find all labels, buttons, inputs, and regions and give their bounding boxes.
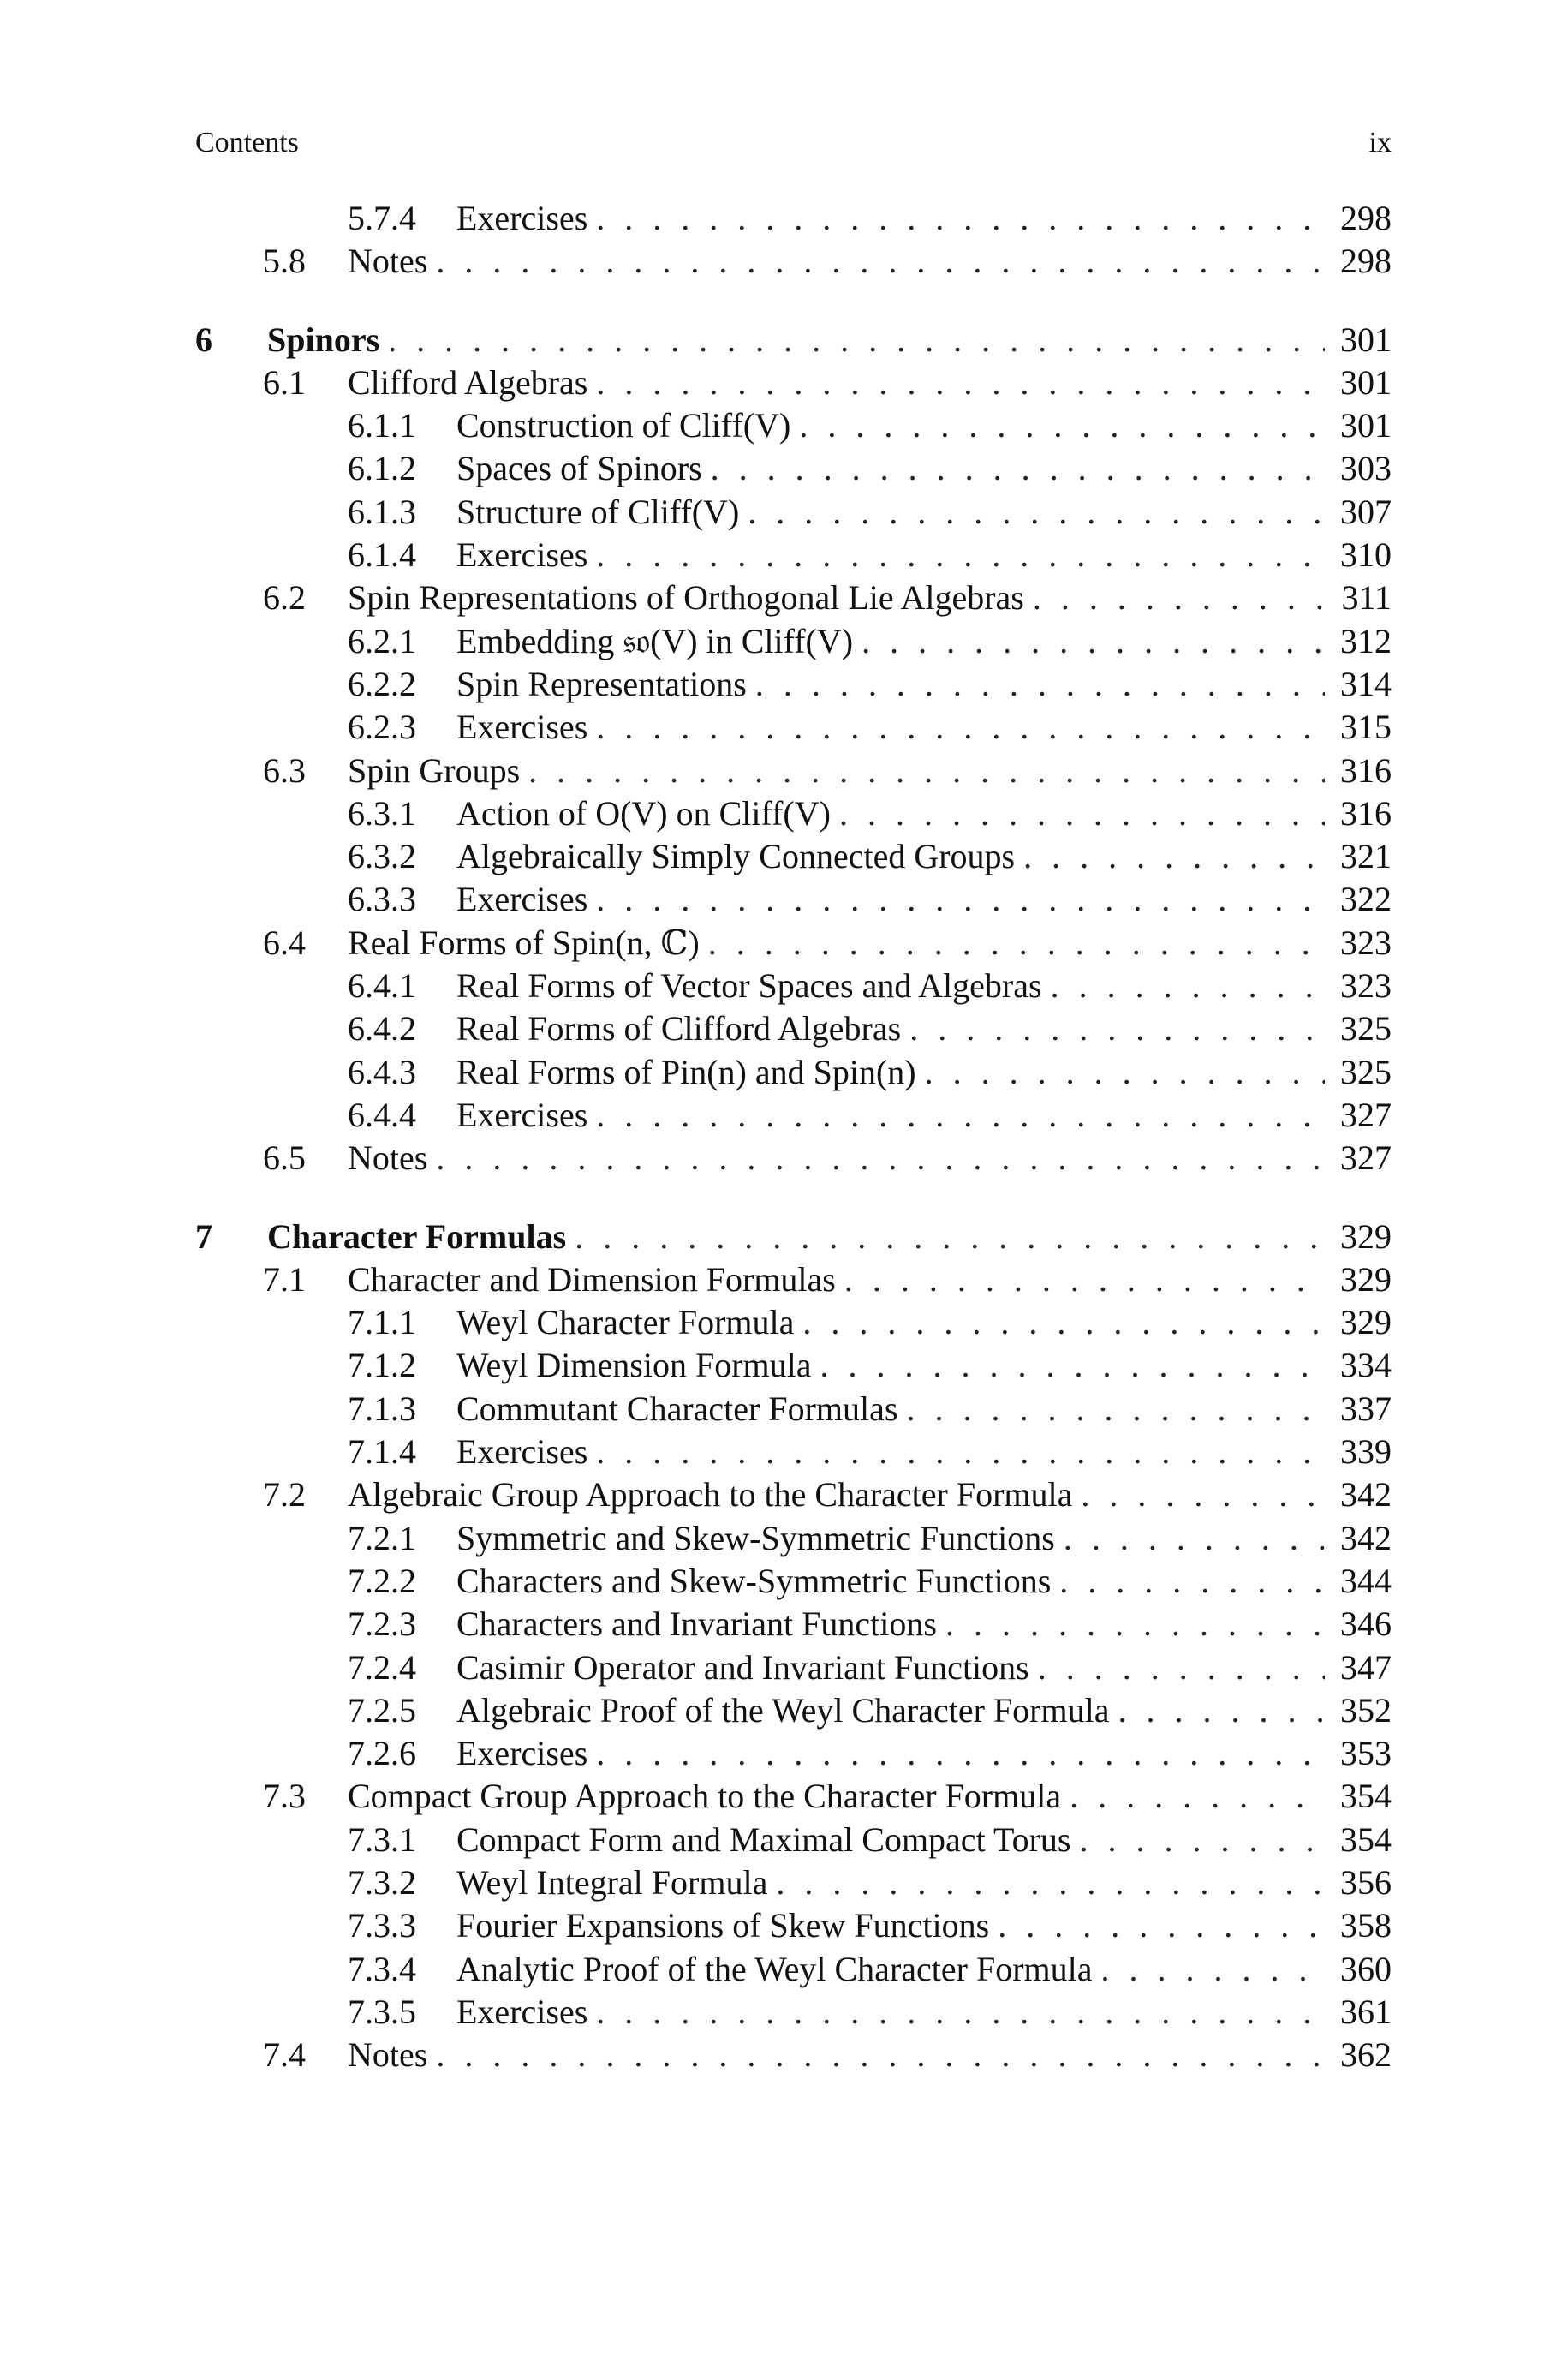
toc-subsection-entry[interactable] (195, 1431, 1392, 1473)
toc-entry-number: 6.3.1 (348, 793, 416, 833)
toc-entry-number: 6.2 (263, 578, 306, 618)
toc-entry-number: 6.4 (263, 923, 306, 962)
toc-entry-title: Compact Group Approach to the Character Formula (348, 1777, 1062, 1816)
toc-section-entry[interactable] (195, 1775, 1392, 1818)
toc-entry-line (348, 240, 1392, 283)
toc-subsection-entry[interactable] (195, 1560, 1392, 1603)
toc-entry-line (456, 534, 1392, 577)
toc-entry-title: Algebraic Proof of the Weyl Character Formula (456, 1690, 1110, 1730)
toc-section-entry[interactable] (195, 1473, 1392, 1516)
toc-entry-title: Analytic Proof of the Weyl Character Formula (456, 1949, 1093, 1988)
toc-subsection-entry[interactable] (195, 1388, 1392, 1431)
toc-entry-line (456, 1388, 1392, 1431)
toc-section-entry[interactable] (195, 750, 1392, 792)
toc-entry-title: Exercises (456, 535, 588, 575)
toc-entry-title: Weyl Character Formula (456, 1303, 795, 1342)
toc-entry-line (456, 1904, 1392, 1947)
toc-subsection-entry[interactable] (195, 878, 1392, 921)
toc-entry-number: 7.2 (263, 1475, 306, 1515)
toc-entry-line (456, 620, 1392, 663)
toc-entry-title: Spinors (267, 320, 380, 359)
toc-entry-line (348, 1137, 1392, 1180)
toc-entry-page: 311 (1341, 578, 1392, 618)
toc-entry-title: Spin Representations of Orthogonal Lie Algebras (348, 578, 1024, 618)
dot-leader (528, 750, 1325, 792)
toc-entry-title: Character and Dimension Formulas (348, 1259, 836, 1299)
dot-leader (820, 1344, 1325, 1387)
toc-section-entry[interactable] (195, 361, 1392, 404)
toc-entry-page: 344 (1340, 1561, 1392, 1600)
dot-leader (802, 1301, 1325, 1344)
toc-entry-line (456, 878, 1392, 921)
dot-leader (906, 1388, 1325, 1431)
dot-leader (1064, 1517, 1325, 1560)
toc-entry-page: 327 (1340, 1095, 1392, 1134)
toc-entry-title: Spaces of Spinors (456, 449, 702, 488)
toc-subsection-entry[interactable] (195, 1991, 1392, 2034)
toc-entry-title: Exercises (456, 1992, 588, 2031)
dot-leader (596, 1431, 1325, 1473)
toc-entry-line (267, 1216, 1392, 1258)
toc-entry-page: 312 (1340, 621, 1392, 660)
dot-leader (909, 1007, 1325, 1050)
toc-entry-title: Characters and Invariant Functions (456, 1604, 937, 1644)
dot-leader (844, 1258, 1325, 1301)
dot-leader (436, 2034, 1325, 2076)
toc-entry-line (456, 1689, 1392, 1732)
toc-section-entry[interactable] (195, 1137, 1392, 1180)
toc-entry-page: 356 (1340, 1862, 1392, 1902)
toc-section-entry[interactable] (195, 922, 1392, 965)
toc-entry-line (456, 1948, 1392, 1991)
toc-entry-title: Fourier Expansions of Skew Functions (456, 1906, 990, 1945)
toc-subsection-entry[interactable] (195, 491, 1392, 534)
toc-entry-line (456, 1560, 1392, 1603)
toc-entry-page: 301 (1340, 362, 1392, 402)
toc-entry-number: 6.1.1 (348, 406, 416, 445)
toc-entry-page: 316 (1340, 750, 1392, 790)
toc-entry-title: Weyl Integral Formula (456, 1862, 768, 1902)
toc-entry-title: Action of O(V) on Cliff(V) (456, 793, 831, 833)
toc-entry-title: Notes (348, 2035, 428, 2075)
toc-entry-line (348, 1775, 1392, 1818)
toc-subsection-entry[interactable] (195, 1819, 1392, 1861)
toc-entry-page: 362 (1340, 2035, 1392, 2075)
dot-leader (755, 663, 1325, 706)
toc-entry-number: 6.4.2 (348, 1009, 416, 1049)
toc-entry-number: 7.1 (263, 1259, 306, 1299)
dot-leader (596, 534, 1325, 577)
toc-entry-number: 6.1.2 (348, 449, 416, 488)
toc-entry-line (456, 706, 1392, 749)
toc-entry-line (348, 577, 1392, 619)
toc-subsection-entry[interactable] (195, 706, 1392, 749)
toc-subsection-entry[interactable] (195, 447, 1392, 490)
dot-leader (388, 319, 1325, 361)
toc-entry-title: Notes (348, 1138, 428, 1178)
toc-chapter-entry[interactable] (195, 1216, 1392, 1258)
toc-entry-page: 325 (1340, 1009, 1392, 1049)
toc-section-entry[interactable] (195, 1258, 1392, 1301)
toc-entry-number: 6.2.2 (348, 664, 416, 703)
toc-subsection-entry[interactable] (195, 1689, 1392, 1732)
toc-entry-number: 7.1.1 (348, 1303, 416, 1342)
toc-entry-title: Exercises (456, 1734, 588, 1773)
toc-entry-number: 7 (195, 1216, 212, 1256)
toc-entry-line (348, 1473, 1392, 1516)
dot-leader (839, 792, 1325, 835)
toc-chapter-entry[interactable] (195, 319, 1392, 361)
toc-entry-number: 7.2.4 (348, 1647, 416, 1687)
toc-entry-number: 6.1.4 (348, 535, 416, 575)
toc-entry-page: 354 (1340, 1819, 1392, 1859)
toc-section-entry[interactable] (195, 2034, 1392, 2076)
toc-entry-title: Real Forms of Vector Spaces and Algebras (456, 966, 1042, 1006)
toc-entry-title: Real Forms of Spin(n, ℂ) (348, 923, 700, 962)
toc-entry-number: 6 (195, 320, 212, 359)
toc-entry-title: Algebraic Group Approach to the Character Formula (348, 1475, 1073, 1515)
toc-entry-line (348, 922, 1392, 965)
toc-entry-title: Clifford Algebras (348, 362, 588, 402)
toc-subsection-entry[interactable] (195, 1948, 1392, 1991)
toc-entry-title: Spin Groups (348, 750, 521, 790)
toc-entry-page: 315 (1340, 708, 1392, 747)
toc-entry-page: 303 (1340, 449, 1392, 488)
toc-entry-page: 329 (1340, 1259, 1392, 1299)
toc-entry-line (456, 965, 1392, 1007)
dot-leader (596, 706, 1325, 749)
dot-leader (575, 1216, 1325, 1258)
toc-entry-number: 7.2.5 (348, 1690, 416, 1730)
dot-leader (596, 1732, 1325, 1775)
toc-entry-page: 325 (1340, 1052, 1392, 1091)
toc-entry-title: Exercises (456, 1432, 588, 1472)
toc-entry-title: Algebraically Simply Connected Groups (456, 837, 1016, 876)
dot-leader (596, 197, 1325, 240)
toc-subsection-entry[interactable] (195, 792, 1392, 835)
dot-leader (945, 1603, 1325, 1646)
dot-leader (1023, 835, 1325, 878)
dot-leader (1051, 965, 1325, 1007)
toc-entry-page: 323 (1340, 923, 1392, 962)
toc-entry-page: 334 (1340, 1346, 1392, 1385)
toc-entry-title: Exercises (456, 199, 588, 237)
toc-entry-page: 354 (1340, 1777, 1392, 1816)
running-header (195, 126, 1392, 160)
toc-entry-line (456, 447, 1392, 490)
dot-leader (1038, 1646, 1325, 1689)
dot-leader (711, 447, 1325, 490)
toc-entry-title: Notes (348, 242, 428, 281)
toc-entry-number: 7.3.2 (348, 1862, 416, 1902)
dot-leader (998, 1904, 1325, 1947)
toc-entry-line (456, 1301, 1392, 1344)
toc-entry-number: 7.2.2 (348, 1561, 416, 1600)
toc-entry-title: Commutant Character Formulas (456, 1389, 898, 1428)
toc-entry-number: 7.4 (263, 2035, 306, 2075)
toc-subsection-entry[interactable] (195, 1732, 1392, 1775)
dot-leader (1033, 577, 1325, 619)
toc-entry-number: 6.4.3 (348, 1052, 416, 1091)
toc-entry-line (456, 1732, 1392, 1775)
toc-section-entry[interactable] (195, 577, 1392, 619)
toc-entry-page: 329 (1340, 1216, 1392, 1256)
toc-entry-title: Character Formulas (267, 1216, 567, 1256)
toc-entry-title: Exercises (456, 880, 588, 919)
toc-entry-line (456, 1991, 1392, 2034)
toc-subsection-entry[interactable] (195, 620, 1392, 663)
toc-subsection-entry[interactable] (195, 404, 1392, 447)
toc-subsection-entry[interactable] (195, 965, 1392, 1007)
toc-entry-line (456, 792, 1392, 835)
toc-entry-line (456, 491, 1392, 534)
toc-entry-number: 7.2.3 (348, 1604, 416, 1644)
toc-entry-line (456, 1603, 1392, 1646)
dot-leader (862, 620, 1325, 663)
toc-entry-title: Compact Form and Maximal Compact Torus (456, 1819, 1071, 1859)
dot-leader (1059, 1560, 1325, 1603)
dot-leader (596, 1991, 1325, 2034)
toc-entry-number: 7.3 (263, 1777, 306, 1816)
toc-entry-number: 7.3.4 (348, 1949, 416, 1988)
toc-entry-line (348, 361, 1392, 404)
toc-entry-number: 6.2.3 (348, 708, 416, 747)
dot-leader (708, 922, 1325, 965)
toc-entry-line (456, 663, 1392, 706)
toc-entry-line (456, 1344, 1392, 1387)
toc-subsection-entry[interactable] (195, 1861, 1392, 1904)
toc-entry-number: 6.4.4 (348, 1095, 416, 1134)
toc-subsection-entry[interactable] (195, 1301, 1392, 1344)
toc-entry-page: 342 (1340, 1518, 1392, 1557)
toc-entry-title: Characters and Skew-Symmetric Functions (456, 1561, 1052, 1600)
toc-entry-line (456, 197, 1392, 240)
toc-entry-line (456, 1007, 1392, 1050)
table-of-contents (195, 197, 1392, 2076)
toc-entry-title: Exercises (456, 1095, 588, 1134)
toc-entry-page: 323 (1340, 966, 1392, 1006)
toc-entry-page: 310 (1340, 535, 1392, 575)
toc-entry-line (348, 2034, 1392, 2076)
toc-entry-number: 6.5 (263, 1138, 306, 1178)
toc-entry-line (456, 1051, 1392, 1094)
toc-entry-title: Weyl Dimension Formula (456, 1346, 812, 1385)
toc-entry-title: Construction of Cliff(V) (456, 406, 791, 445)
toc-entry-page: 329 (1340, 1303, 1392, 1342)
toc-entry-title: Spin Representations (456, 664, 747, 703)
toc-entry-page: 322 (1340, 880, 1392, 919)
toc-entry-page: 307 (1340, 492, 1392, 531)
toc-entry-page: 358 (1340, 1906, 1392, 1945)
dot-leader (1079, 1819, 1325, 1861)
toc-entry-line (348, 750, 1392, 792)
toc-entry-title: Symmetric and Skew-Symmetric Functions (456, 1518, 1055, 1557)
toc-subsection-entry[interactable] (195, 197, 1392, 240)
dot-leader (436, 1137, 1325, 1180)
toc-entry-number: 7.2.1 (348, 1518, 416, 1557)
toc-entry-page: 301 (1340, 406, 1392, 445)
toc-entry-page: 353 (1340, 1734, 1392, 1773)
running-header-title: Contents (195, 127, 299, 158)
toc-entry-number: 7.3.1 (348, 1819, 416, 1859)
toc-entry-line (456, 1819, 1392, 1861)
dot-leader (925, 1051, 1325, 1094)
toc-entry-page: 339 (1340, 1432, 1392, 1472)
toc-entry-line (348, 1258, 1392, 1301)
toc-entry-title: Real Forms of Clifford Algebras (456, 1009, 902, 1049)
toc-entry-number: 7.1.4 (348, 1432, 416, 1472)
toc-entry-page: 298 (1340, 242, 1392, 281)
toc-entry-page: 361 (1340, 1992, 1392, 2031)
toc-subsection-entry[interactable] (195, 663, 1392, 706)
dot-leader (596, 878, 1325, 921)
toc-entry-line (456, 1431, 1392, 1473)
toc-entry-page: 346 (1340, 1604, 1392, 1644)
toc-entry-title: Real Forms of Pin(n) and Spin(n) (456, 1052, 916, 1091)
toc-entry-title: Casimir Operator and Invariant Functions (456, 1647, 1029, 1687)
toc-entry-number: 6.1.3 (348, 492, 416, 531)
toc-entry-number: 7.3.3 (348, 1906, 416, 1945)
toc-entry-page: 314 (1340, 664, 1392, 703)
toc-subsection-entry[interactable] (195, 1603, 1392, 1646)
toc-entry-number: 7.1.2 (348, 1346, 416, 1385)
page-number: ix (1368, 127, 1392, 158)
toc-entry-line (267, 319, 1392, 361)
toc-entry-page: 352 (1340, 1690, 1392, 1730)
toc-entry-title: Exercises (456, 708, 588, 747)
toc-entry-number: 7.3.5 (348, 1992, 416, 2031)
toc-entry-number: 6.3 (263, 750, 306, 790)
toc-entry-number: 5.7.4 (348, 199, 416, 237)
toc-entry-number: 6.2.1 (348, 621, 416, 660)
toc-subsection-entry[interactable] (195, 534, 1392, 577)
toc-entry-page: 347 (1340, 1647, 1392, 1687)
toc-entry-line (456, 1517, 1392, 1560)
dot-leader (436, 240, 1325, 283)
dot-leader (1081, 1473, 1325, 1516)
toc-subsection-entry[interactable] (195, 1094, 1392, 1137)
toc-entry-page: 301 (1340, 320, 1392, 359)
toc-subsection-entry[interactable] (195, 1344, 1392, 1387)
toc-entry-page: 342 (1340, 1475, 1392, 1515)
toc-entry-number: 6.4.1 (348, 966, 416, 1006)
toc-entry-number: 7.1.3 (348, 1389, 416, 1428)
dot-leader (1070, 1775, 1325, 1818)
toc-entry-line (456, 404, 1392, 447)
toc-entry-page: 337 (1340, 1389, 1392, 1428)
toc-entry-number: 7.2.6 (348, 1734, 416, 1773)
toc-subsection-entry[interactable] (195, 1007, 1392, 1050)
toc-entry-page: 316 (1340, 793, 1392, 833)
toc-entry-number: 6.3.2 (348, 837, 416, 876)
toc-entry-page: 360 (1340, 1949, 1392, 1988)
dot-leader (799, 404, 1325, 447)
dot-leader (596, 361, 1325, 404)
toc-entry-line (456, 1646, 1392, 1689)
dot-leader (1101, 1948, 1326, 1991)
toc-entry-line (456, 835, 1392, 878)
toc-entry-title: Embedding 𝔰𝔬(V) in Cliff(V) (456, 621, 854, 660)
dot-leader (1118, 1689, 1325, 1732)
toc-subsection-entry[interactable] (195, 835, 1392, 878)
toc-subsection-entry[interactable] (195, 1051, 1392, 1094)
dot-leader (748, 491, 1325, 534)
toc-entry-number: 5.8 (263, 242, 306, 281)
dot-leader (776, 1861, 1325, 1904)
toc-subsection-entry[interactable] (195, 1904, 1392, 1947)
toc-subsection-entry[interactable] (195, 1517, 1392, 1560)
toc-section-entry[interactable] (195, 240, 1392, 283)
toc-entry-number: 6.3.3 (348, 880, 416, 919)
toc-entry-line (456, 1094, 1392, 1137)
toc-entry-page: 327 (1340, 1138, 1392, 1178)
toc-subsection-entry[interactable] (195, 1646, 1392, 1689)
toc-entry-page: 298 (1340, 199, 1392, 237)
toc-entry-page: 321 (1340, 837, 1392, 876)
toc-entry-line (456, 1861, 1392, 1904)
dot-leader (596, 1094, 1325, 1137)
toc-entry-title: Structure of Cliff(V) (456, 492, 740, 531)
toc-entry-number: 6.1 (263, 362, 306, 402)
